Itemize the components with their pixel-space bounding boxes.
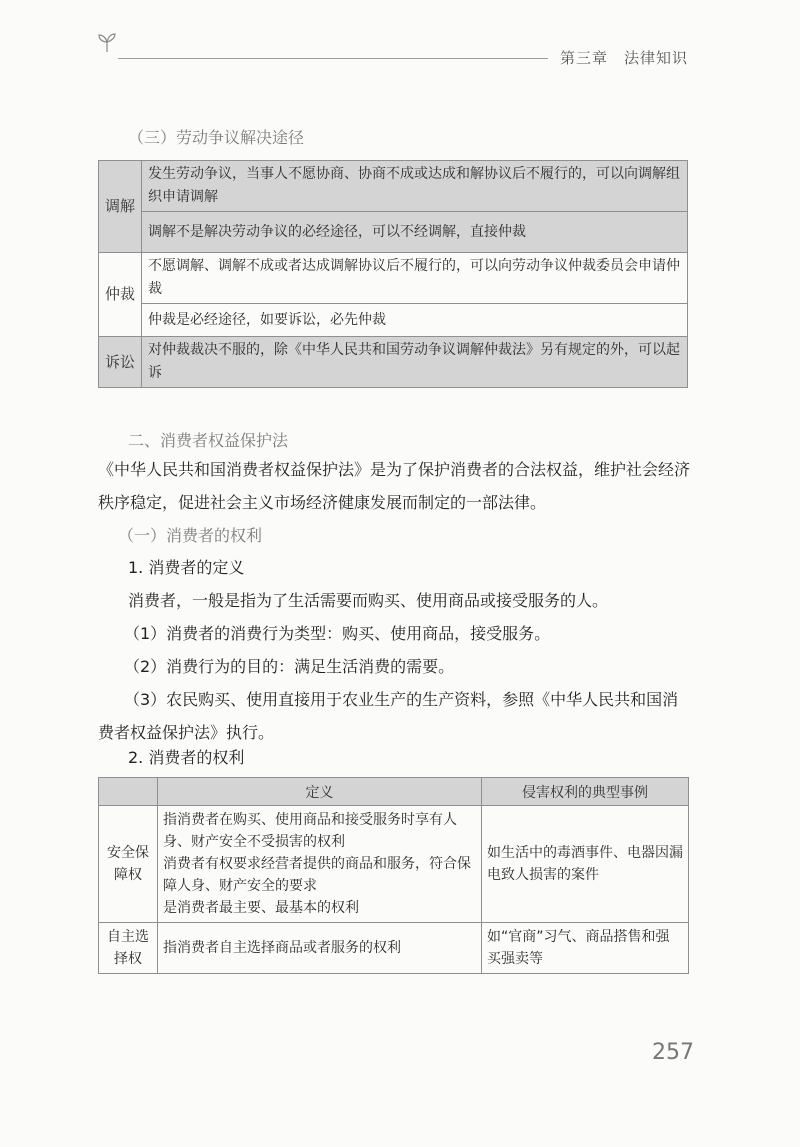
point-1: （1）消费者的消费行为类型：购买、使用商品，接受服务。 xyxy=(124,624,551,643)
row-label-safety xyxy=(99,806,158,923)
definition-cell xyxy=(158,923,482,974)
row-label-litigation: 诉讼 xyxy=(99,337,142,388)
chapter-title: 法律知识 xyxy=(624,49,689,67)
consumer-heading: 二、消费者权益保护法 xyxy=(128,431,289,450)
table-cell: 仲裁是必经途径，如要诉讼，必先仲裁 xyxy=(142,304,688,337)
running-header xyxy=(560,47,704,68)
definition-line: 指消费者自主选择商品或者服务的权利 xyxy=(163,940,401,956)
label-text: 安全保障权 xyxy=(107,845,149,883)
example-cell: 如生活中的毒酒事件、电器因漏电致人损害的案件 xyxy=(482,806,689,923)
definition-line: 消费者有权要求经营者提供的商品和服务，符合保障人身、财产安全的要求 xyxy=(163,856,471,894)
row-label-choice xyxy=(99,923,158,974)
table-cell: 发生劳动争议，当事人不愿协商、协商不成或达成和解协议后不履行的，可以向调解组织申请调解 xyxy=(142,161,688,212)
example-cell: 如“官商”习气、商品搭售和强买强卖等 xyxy=(482,923,689,974)
sprout-icon xyxy=(96,32,118,54)
table-cell: 不愿调解、调解不成或者达成调解协议后不履行的，可以向劳动争议仲裁委员会申请仲裁 xyxy=(142,253,688,304)
header-cell-examples: 侵害权利的典型事例 xyxy=(482,778,689,806)
intro-paragraph: 《中华人民共和国消费者权益保护法》是为了保护消费者的合法权益，维护社会经济秩序稳定，促进社会主义市场经济健康发展而制定的一部法律。 xyxy=(98,460,691,512)
definition-text: 消费者，一般是指为了生活需要而购买、使用商品或接受服务的人。 xyxy=(128,591,609,610)
chapter-label: 第三章 xyxy=(560,49,609,67)
point-2: （2）消费行为的目的：满足生活消费的需要。 xyxy=(124,657,455,676)
header-rule xyxy=(118,58,548,59)
header-cell-definition: 定义 xyxy=(158,778,482,806)
definition-line: 是消费者最主要、最基本的权利 xyxy=(163,900,359,916)
rights-title: 2. 消费者的权利 xyxy=(128,748,245,767)
table-cell: 调解不是解决劳动争议的必经途径，可以不经调解，直接仲裁 xyxy=(142,212,688,253)
labor-dispute-table xyxy=(98,160,688,388)
consumer-rights-heading: （一）消费者的权利 xyxy=(118,526,263,545)
row-label-mediation: 调解 xyxy=(99,161,142,253)
table-cell: 对仲裁裁决不服的，除《中华人民共和国劳动争议调解仲裁法》另有规定的外，可以起诉 xyxy=(142,337,688,388)
label-text: 自主选择权 xyxy=(107,929,149,967)
consumer-rights-table xyxy=(98,777,689,974)
row-label-arbitration: 仲裁 xyxy=(99,253,142,337)
header-cell-blank xyxy=(99,778,158,806)
definition-cell xyxy=(158,806,482,923)
definition-title: 1. 消费者的定义 xyxy=(128,558,245,577)
definition-line: 指消费者在购买、使用商品和接受服务时享有人身、财产安全不受损害的权利 xyxy=(163,812,457,850)
labor-heading: （三）劳动争议解决途径 xyxy=(128,128,305,147)
point-3: （3）农民购买、使用直接用于农业生产的生产资料，参照《中华人民共和国消费者权益保护法》执行。 xyxy=(98,690,679,742)
page-number: 257 xyxy=(652,1040,694,1065)
